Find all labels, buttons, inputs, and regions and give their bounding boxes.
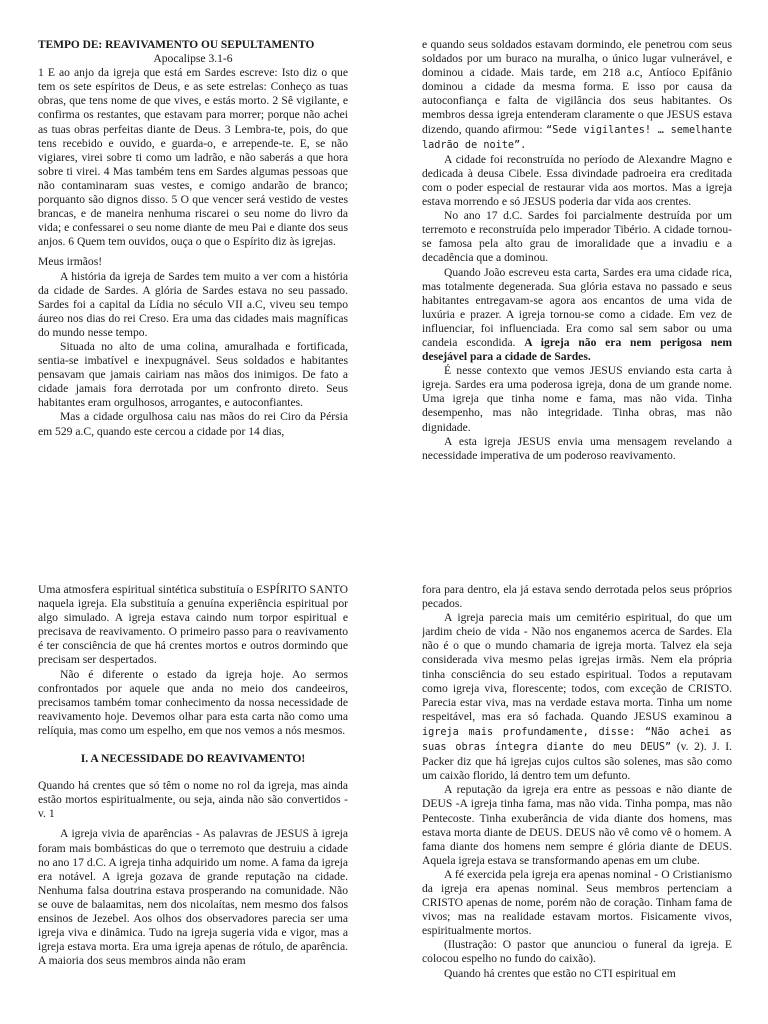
quote-text: “Sede vigilantes! … semelhante ladrão de noite”. (422, 124, 732, 151)
paragraph: (Ilustração: O pastor que anunciou o funeral da igreja. E colocou espelho no fundo do caixão). (422, 938, 732, 966)
paragraph: A cidade foi reconstruída no período de Alexandre Magno e dedicada à deusa Cibele. Essa divindade padroeira era creditada com o poder especial de restaurar vida aos mortos. Mas a igreja estava morrendo e só JESUS poderia dar vida aos crentes. (422, 152, 732, 209)
paragraph (422, 38, 732, 153)
paragraph: Quando há crentes que estão no CTI espiritual em (444, 966, 676, 980)
paragraph: A igreja vivia de aparências - As palavras de JESUS à igreja foram mais bombásticas do que o terremoto que destruiu a cidade no ano 17 d.C. A igreja tinha adquirido um nome. A fama da igreja era notável. A igreja gozava de grande reputação na cidade. Nenhuma falsa doutrina estava prosperando na comunidade. Não se ouve de balaamitas, nem dos nicolaítas, nem mesmo dos falsos ensinos de Jezebel. Aos olhos dos observadores parecia ser uma igreja viva e dinâmica. Tudo na igreja sugeria vida e vigor, mas a igreja estava morta. Era uma igreja apenas de rótulo, de aparência. A maioria dos seus membros ainda não eram (38, 827, 348, 968)
paragraph-text: A igreja parecia mais um cemitério espiritual, do que um jardim cheio de vida - Não nos enganemos acerca de Sardes. Ela não é o que o mundo chamaria de igreja morta. Talvez ela seja considerada viva mesmo pelas igrejas irmãs. Nem ela própria tinha consciência do seu estado espiritual. Todos a reputavam como igreja viva, florescente; todos, com exceção de CRISTO. Parecia estar viva, mas na verdade estava morta. Tinha um nome respeitável, mas era só fachada. Quando JESUS examinou (422, 611, 732, 723)
paragraph: Quando há crentes que só têm o nome no rol da igreja, mas ainda estão mortos espiritualmente, ou seja, ainda não são convertidos - v. 1 (38, 779, 348, 821)
section-heading: I. A NECESSIDADE DO REAVIVAMENTO! (80, 752, 306, 766)
column-bottom-right (422, 583, 732, 1024)
greeting: Meus irmãos! (38, 255, 103, 269)
paragraph-text: (v. 2). J. I. Packer diz que há igrejas cujos cultos são solenes, mas são como um caixão florido, lá dentro tem um defunto. (422, 740, 732, 783)
paragraph: fora para dentro, ela já estava sendo derrotada pelos seus próprios pecados. (422, 583, 732, 611)
paragraph: A fé exercida pela igreja era apenas nominal - O Cristianismo da igreja era apenas nominal. Seus membros pertenciam a CRISTO apenas de nome, porém não de coração. Tinham fama de vivos; mas na realidade estavam mortos. Fisicamente vivos, espiritualmente mortos. (422, 867, 732, 938)
column-bottom-left (38, 583, 348, 1024)
paragraph-text: Quando João escreveu esta carta, Sardes era uma cidade rica, mas totalmente degenerada. Sua glória estava no passado e seus habitantes entregavam-se agora aos encantos de uma vida de luxúria e prazer. A igreja tornou-se como a cidade. Em vez de influenciar, foi influenciada. Era como sal sem sabor ou uma candeia escondida. (422, 265, 732, 349)
paragraph: No ano 17 d.C. Sardes foi parcialmente destruída por um terremoto e reconstruída pelo imperador Tibério. A cidade tornou-se famosa pela alto grau de imoralidade que a invadiu e a decadência que a dominou. (422, 209, 732, 265)
scripture-text: 1 E ao anjo da igreja que está em Sardes escreve: Isto diz o que tem os sete espíritos de Deus, e as sete estrelas: Conheço as tuas obras, que tens nome de que vives, e estás morto. 2 Sê vigilante, e confirma os restantes, que estavam para morrer; porque não achei as tuas obras perfeitas diante de Deus. 3 Lembra-te, pois, do que tens recebido e ouvido, e guarda-o, e arrepende-te. E, se não vigiares, virei sobre ti como um ladrão, e não saberás a que hora sobre ti virei. 4 Mas também tens em Sardes algumas pessoas que não contaminaram suas vestes, e comigo andarão de branco; porquanto são dignos disso. 5 O que vencer será vestido de vestes brancas, e de maneira nenhuma riscarei o seu nome do livro da vida; e confessarei o seu nome diante de meu Pai e diante dos seus anjos. 6 Quem tem ouvidos, ouça o que o Espírito diz às igrejas. (38, 66, 348, 249)
paragraph-text: e quando seus soldados estavam dormindo, ele penetrou com seus soldados por um buraco na muralha, o único lugar vulnerável, e dominou a cidade. Mais tarde, em 218 a.c, Antíoco Epifânio dominou a cidade da mesma forma. E isso por causa da autoconfiança e falta de vigilância dos seus habitantes. Os membros dessa igreja entenderam claramente o que JESUS estava dizendo, quando afirmou: (422, 38, 732, 136)
paragraph (422, 266, 732, 365)
paragraph: Situada no alto de uma colina, amuralhada e fortificada, sentia-se imbatível e inexpugnável. Seus soldados e habitantes pensavam que jamais cairiam nas mãos dos inimigos. De fato a cidade jamais fora derrotada por um confronto direto. Seus habitantes eram orgulhosos, arrogantes, e autoconfiantes. (38, 339, 348, 410)
column-top-left (38, 38, 348, 508)
scripture-reference: Apocalipse 3.1-6 (153, 52, 233, 66)
paragraph: A reputação da igreja era entre as pessoas e não diante de DEUS -A igreja tinha fama, mas não vida. Tinha pompa, mas não Pentecoste. Tinha exuberância de vida diante dos homens, mas estava morta diante de DEUS. DEUS não vê como vê o homem. A fama diante dos homens nem sempre é glória diante de DEUS. Aquela igreja estava se transformando apenas em um clube. (422, 783, 732, 867)
quote-text: a igreja mais profundamente, disse: “Não achei as suas obras íntegra diante do meu DEUS” (422, 711, 732, 754)
paragraph: Uma atmosfera espiritual sintética substituía o ESPÍRITO SANTO naquela igreja. Ela substituía a genuína experiência espiritual por algo simulado. A igreja estava caindo num torpor espiritual e precisava de reavivamento. O primeiro passo para o reavivamento é ter consciência de que há crentes mortos e outros dormindo que precisam ser despertados. (38, 583, 348, 667)
paragraph: A esta igreja JESUS envia uma mensagem revelando a necessidade imperativa de um poderoso reavivamento. (422, 434, 732, 462)
paragraph: A história da igreja de Sardes tem muito a ver com a história da cidade de Sardes. A glória de Sardes estava no seu passado. Sardes foi a capital da Lídia no século VII a.C, viveu seu tempo áureo nos dias do rei Creso. Era uma das cidades mais magníficas do mundo nesse tempo. (38, 269, 348, 339)
paragraph: É nesse contexto que vemos JESUS enviando esta carta à igreja. Sardes era uma poderosa igreja, dona de um grande nome. Uma igreja que tinha nome e fama, mas não vida. Tinha desempenho, mas não integridade. Tinha obras, mas não dignidade. (422, 364, 732, 434)
bold-statement: A igreja não era nem perigosa nem desejável para a cidade de Sardes. (422, 335, 732, 364)
page-title: TEMPO DE: REAVIVAMENTO OU SEPULTAMENTO (38, 39, 315, 51)
paragraph: Mas a cidade orgulhosa caiu nas mãos do rei Ciro da Pérsia em 529 a.C, quando este cercou a cidade por 14 dias, (38, 410, 348, 438)
column-top-right (422, 38, 732, 508)
paragraph: Não é diferente o estado da igreja hoje. Ao sermos confrontados por aquele que anda no meio dos candeeiros, precisamos também tomar conhecimento da nossa necessidade de reavivamento hoje. Devemos olhar para esta carta não como uma relíquia, mas como um espelho, em que nos vemos a nós mesmos. (38, 667, 348, 737)
paragraph (422, 611, 732, 783)
